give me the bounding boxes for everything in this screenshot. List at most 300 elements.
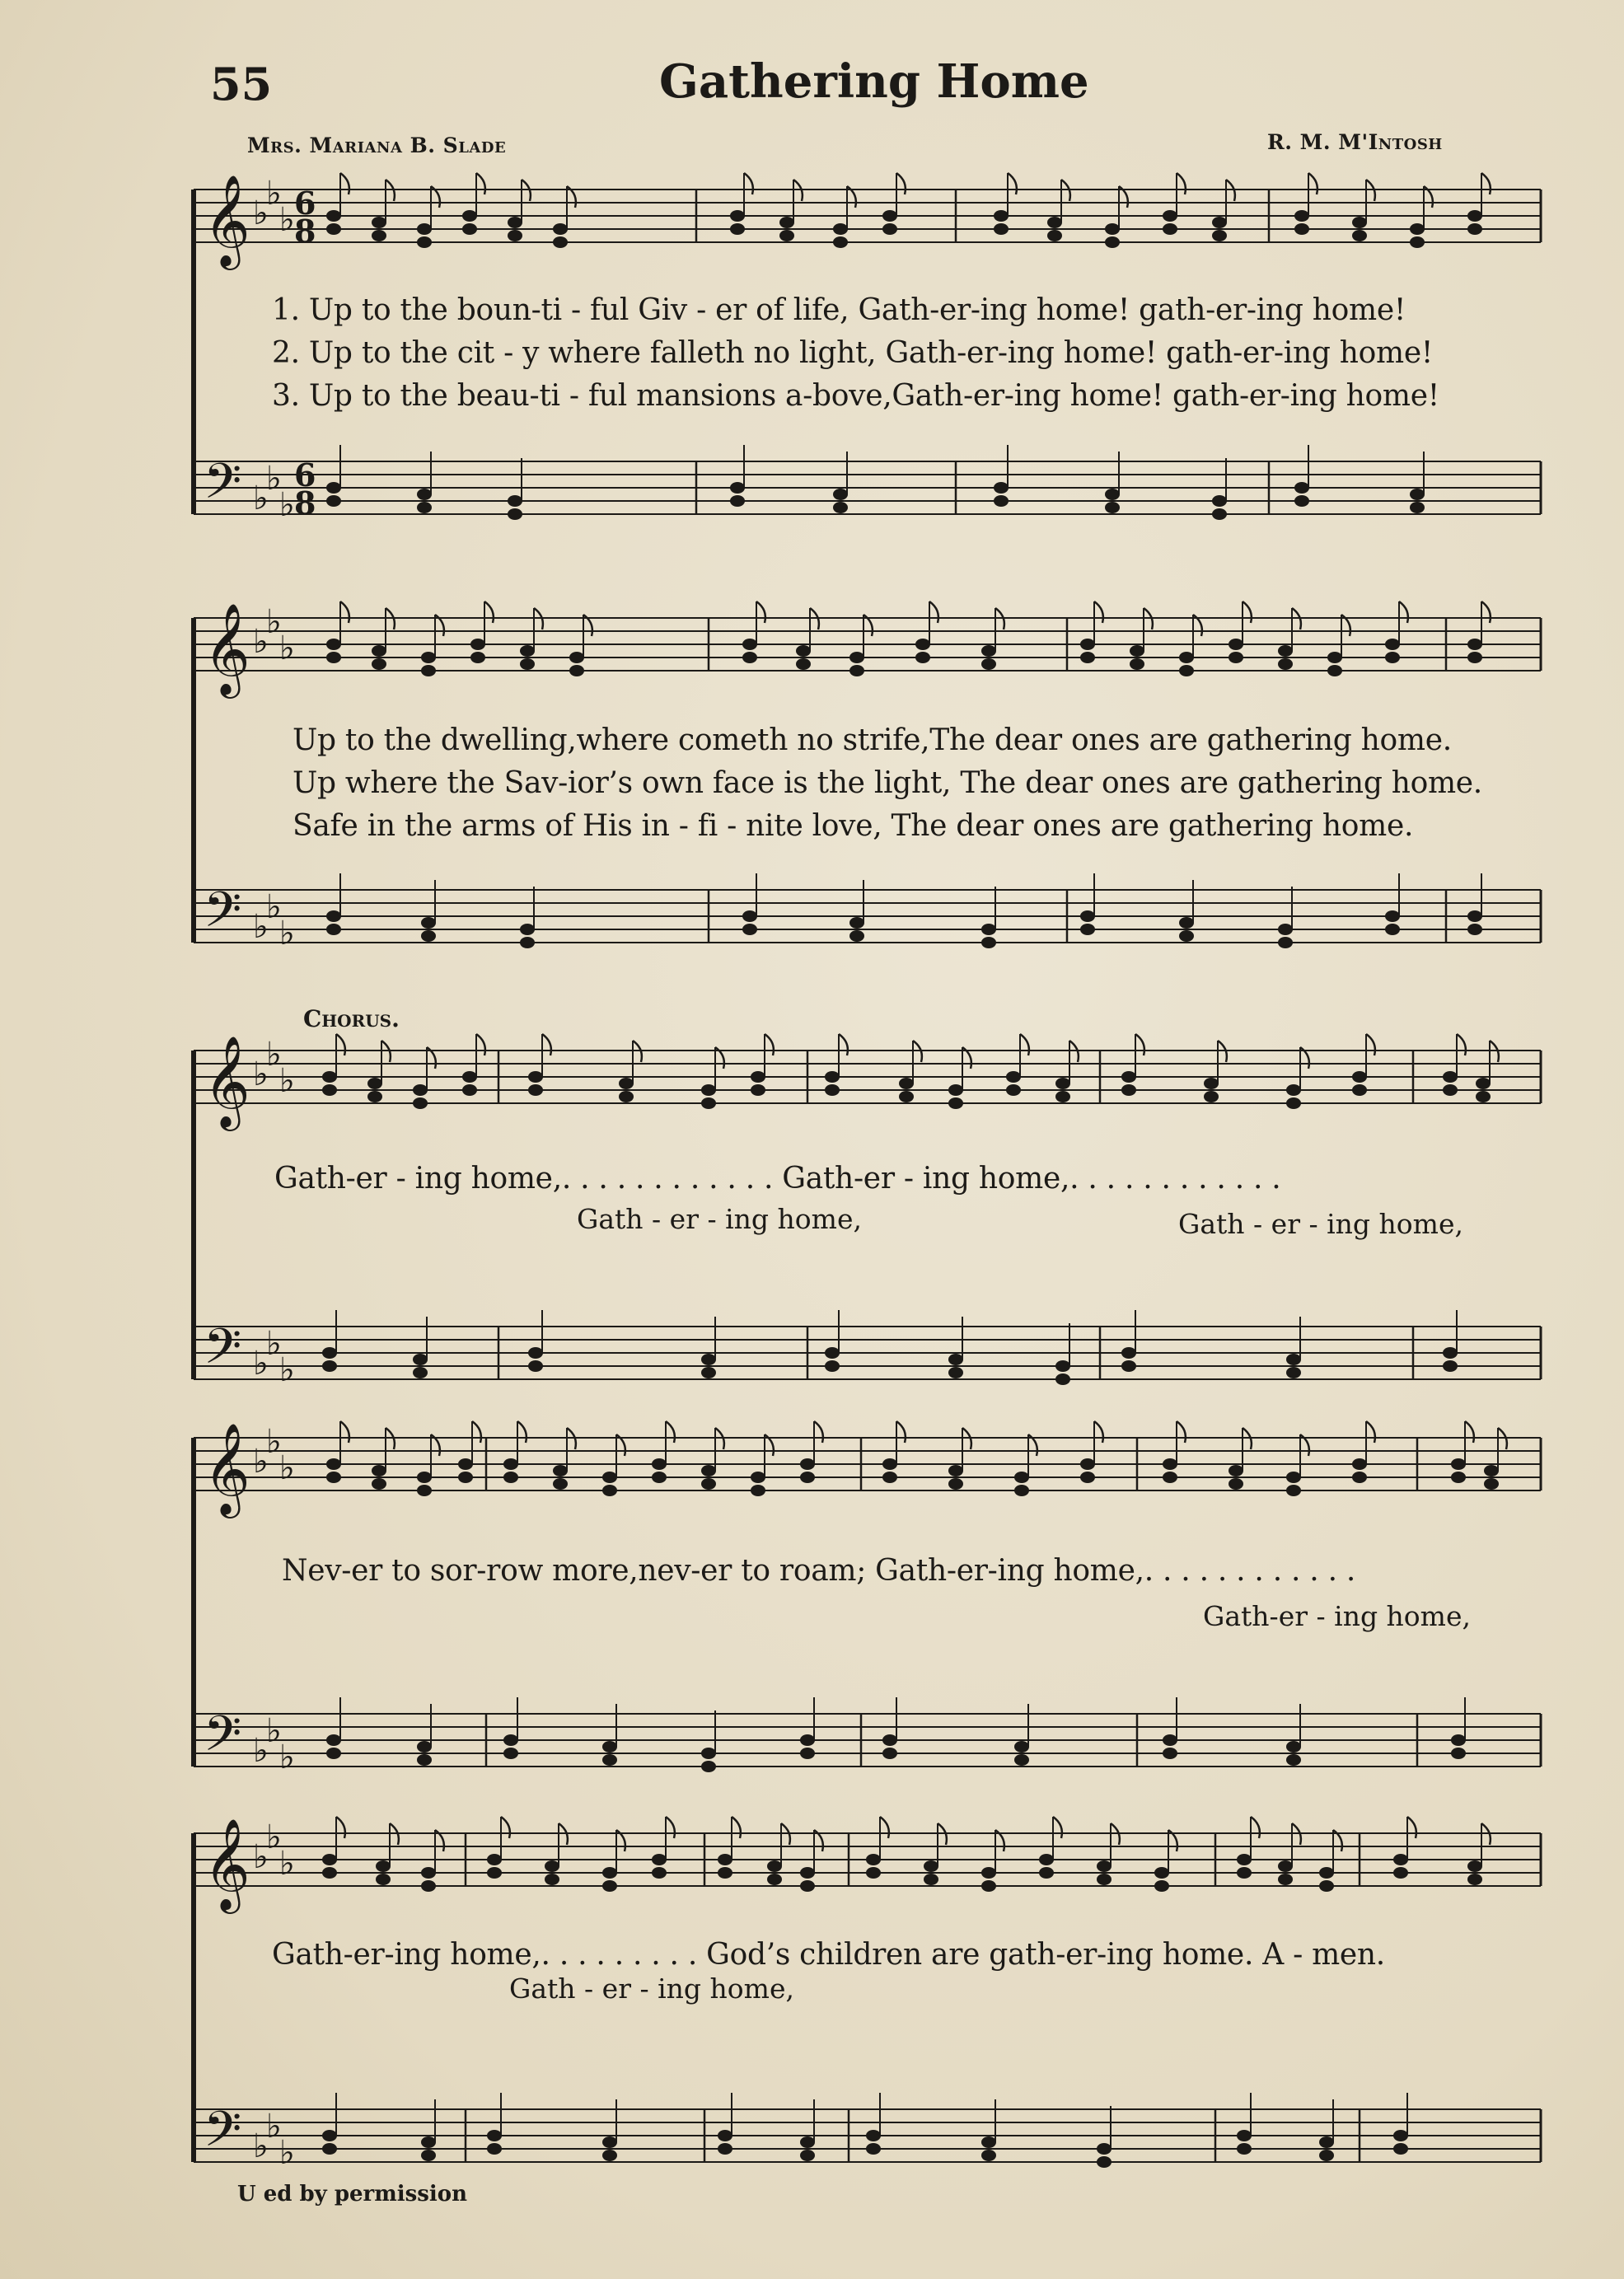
bass-note-notehead bbox=[1163, 1748, 1177, 1759]
bass-note-notehead bbox=[1443, 1347, 1458, 1359]
flat-icon: ♭ bbox=[279, 629, 295, 667]
treble-note-notehead bbox=[1229, 1478, 1243, 1490]
treble-note-notehead bbox=[981, 1880, 996, 1892]
treble-note-notehead bbox=[1154, 1880, 1169, 1892]
bass-note-notehead bbox=[1212, 495, 1227, 507]
flat-icon: ♭ bbox=[279, 486, 295, 524]
treble-note-notehead bbox=[1237, 1854, 1252, 1865]
treble-note-notehead bbox=[779, 230, 794, 241]
treble-note-notehead bbox=[1451, 1458, 1466, 1470]
treble-note-notehead bbox=[767, 1874, 782, 1885]
treble-note-notehead bbox=[948, 1097, 963, 1109]
treble-note-notehead bbox=[1097, 1874, 1112, 1885]
treble-note-notehead bbox=[800, 1458, 815, 1470]
treble-note-notehead bbox=[796, 658, 811, 670]
flat-icon: ♭ bbox=[253, 1345, 269, 1383]
treble-note-notehead bbox=[882, 210, 897, 222]
treble-note-notehead bbox=[553, 1465, 568, 1476]
treble-note-notehead bbox=[1130, 645, 1144, 657]
treble-note-notehead bbox=[1278, 1860, 1293, 1872]
treble-note-notehead bbox=[619, 1091, 634, 1102]
treble-note-notehead bbox=[751, 1084, 765, 1096]
bass-note-notehead bbox=[1278, 924, 1293, 935]
treble-note-notehead bbox=[462, 210, 477, 222]
flat-icon: ♭ bbox=[279, 915, 295, 952]
treble-note-notehead bbox=[1385, 639, 1400, 650]
bass-note-notehead bbox=[882, 1734, 897, 1746]
treble-note-notehead bbox=[462, 223, 477, 235]
treble-clef-icon: 𝄞 bbox=[204, 1422, 250, 1514]
bass-note-notehead bbox=[1055, 1373, 1070, 1385]
treble-note-notehead bbox=[417, 223, 432, 235]
treble-note-notehead bbox=[701, 1478, 716, 1490]
treble-note-notehead bbox=[1204, 1091, 1219, 1102]
bass-note-notehead bbox=[417, 1741, 432, 1753]
treble-note-flag bbox=[896, 1421, 906, 1443]
treble-note-flag bbox=[1053, 1817, 1062, 1838]
bass-note-notehead bbox=[508, 495, 522, 507]
treble-note-flag bbox=[1308, 173, 1317, 194]
treble-note-notehead bbox=[1055, 1078, 1070, 1089]
bass-note-notehead bbox=[508, 508, 522, 520]
treble-note-notehead bbox=[421, 652, 436, 663]
treble-note-notehead bbox=[1039, 1867, 1054, 1879]
treble-note-flag bbox=[744, 173, 753, 194]
bass-note-notehead bbox=[800, 2136, 815, 2148]
treble-note-notehead bbox=[1294, 223, 1309, 235]
bass-clef-icon: 𝄢 bbox=[204, 1317, 242, 1387]
treble-note-flag bbox=[1008, 173, 1017, 194]
bass-note-notehead bbox=[948, 1354, 963, 1365]
bass-note-notehead bbox=[1385, 910, 1400, 922]
treble-note-notehead bbox=[981, 645, 996, 657]
treble-note-notehead bbox=[652, 1458, 667, 1470]
treble-note-flag bbox=[1177, 1421, 1186, 1443]
treble-note-notehead bbox=[1393, 1854, 1408, 1865]
treble-note-notehead bbox=[1393, 1867, 1408, 1879]
treble-note-flag bbox=[1407, 1817, 1416, 1838]
bass-note-notehead bbox=[948, 1367, 963, 1378]
bass-note-notehead bbox=[730, 482, 745, 494]
treble-note-flag bbox=[1481, 173, 1491, 194]
treble-note-notehead bbox=[602, 1472, 617, 1483]
treble-note-notehead bbox=[767, 1860, 782, 1872]
bass-note-notehead bbox=[1121, 1347, 1136, 1359]
treble-note-notehead bbox=[1055, 1091, 1070, 1102]
treble-note-notehead bbox=[652, 1867, 667, 1879]
bass-note-notehead bbox=[1443, 1360, 1458, 1372]
flat-icon: ♭ bbox=[266, 1325, 282, 1363]
treble-note-notehead bbox=[470, 652, 485, 663]
treble-note-notehead bbox=[915, 639, 930, 650]
bass-note-notehead bbox=[413, 1354, 428, 1365]
flat-icon: ♭ bbox=[266, 603, 282, 641]
treble-note-notehead bbox=[825, 1071, 840, 1083]
treble-note-notehead bbox=[1286, 1472, 1301, 1483]
time-signature-top: 6 bbox=[294, 456, 316, 494]
time-signature-top: 6 bbox=[294, 185, 316, 222]
bass-clef-icon: 𝄢 bbox=[204, 1705, 242, 1774]
bass-note-notehead bbox=[1212, 508, 1227, 520]
bass-note-notehead bbox=[1163, 1734, 1177, 1746]
verse-3-line-1: 3. Up to the beau-ti - ful mansions a-bove,Gath-er-ing home! gath-er-ing home! bbox=[272, 379, 1439, 413]
treble-note-notehead bbox=[1163, 1458, 1177, 1470]
chorus-line-3-alt: Gath - er - ing home, bbox=[509, 1972, 794, 2005]
treble-note-notehead bbox=[553, 236, 568, 248]
chorus-line-3: Gath-er-ing home,. . . . . . . . . God’s children are gath-er-ing home. A - men. bbox=[272, 1938, 1385, 1972]
treble-note-notehead bbox=[730, 223, 745, 235]
treble-note-notehead bbox=[413, 1097, 428, 1109]
treble-note-notehead bbox=[367, 1091, 382, 1102]
bass-note-notehead bbox=[1393, 2130, 1408, 2141]
treble-note-notehead bbox=[1154, 1867, 1169, 1879]
treble-note-notehead bbox=[602, 1880, 617, 1892]
treble-note-flag bbox=[501, 1817, 510, 1838]
bass-note-notehead bbox=[421, 930, 436, 942]
treble-note-notehead bbox=[882, 223, 897, 235]
bass-note-notehead bbox=[1097, 2143, 1112, 2155]
bass-note-notehead bbox=[833, 502, 848, 513]
bass-note-notehead bbox=[326, 910, 341, 922]
bass-note-notehead bbox=[326, 495, 341, 507]
bass-note-notehead bbox=[1080, 910, 1095, 922]
treble-note-flag bbox=[340, 1421, 349, 1443]
treble-note-notehead bbox=[1286, 1097, 1301, 1109]
treble-note-notehead bbox=[462, 1071, 477, 1083]
treble-note-notehead bbox=[981, 1867, 996, 1879]
treble-note-notehead bbox=[1047, 217, 1062, 228]
bass-note-notehead bbox=[994, 482, 1009, 494]
treble-clef-icon: 𝄞 bbox=[204, 1035, 250, 1127]
bass-note-notehead bbox=[730, 495, 745, 507]
flat-icon: ♭ bbox=[279, 1351, 295, 1389]
treble-note-flag bbox=[1366, 1421, 1375, 1443]
bass-note-notehead bbox=[1286, 1741, 1301, 1753]
bass-note-notehead bbox=[421, 917, 436, 929]
treble-note-notehead bbox=[520, 645, 535, 657]
treble-note-notehead bbox=[553, 223, 568, 235]
time-signature-bottom: 8 bbox=[294, 484, 316, 522]
treble-note-notehead bbox=[1319, 1880, 1334, 1892]
treble-note-notehead bbox=[326, 223, 341, 235]
treble-note-notehead bbox=[948, 1465, 963, 1476]
treble-note-notehead bbox=[326, 1472, 341, 1483]
treble-note-notehead bbox=[421, 1867, 436, 1879]
treble-note-notehead bbox=[487, 1867, 502, 1879]
bass-note-notehead bbox=[1319, 2150, 1334, 2161]
treble-clef-icon: 𝄞 bbox=[204, 174, 250, 266]
treble-note-flag bbox=[1177, 173, 1186, 194]
treble-note-notehead bbox=[1080, 1458, 1095, 1470]
treble-note-notehead bbox=[915, 652, 930, 663]
treble-note-notehead bbox=[1467, 639, 1482, 650]
treble-note-notehead bbox=[1443, 1084, 1458, 1096]
bass-note-notehead bbox=[701, 1761, 716, 1772]
verse-2-line-1: 2. Up to the cit - y where falleth no light, Gath-er-ing home! gath-er-ing home! bbox=[272, 336, 1434, 370]
treble-note-flag bbox=[1020, 1034, 1029, 1055]
treble-note-notehead bbox=[528, 1071, 543, 1083]
treble-note-notehead bbox=[487, 1854, 502, 1865]
treble-note-notehead bbox=[417, 1472, 432, 1483]
treble-note-notehead bbox=[508, 230, 522, 241]
treble-note-notehead bbox=[1319, 1867, 1334, 1879]
bass-note-notehead bbox=[503, 1748, 518, 1759]
treble-note-notehead bbox=[1212, 217, 1227, 228]
treble-note-notehead bbox=[421, 665, 436, 676]
treble-note-flag bbox=[896, 173, 906, 194]
treble-note-notehead bbox=[553, 1478, 568, 1490]
treble-note-notehead bbox=[1212, 230, 1227, 241]
chorus-line-1-alt-b: Gath - er - ing home, bbox=[1178, 1208, 1463, 1240]
bass-note-notehead bbox=[1410, 502, 1425, 513]
treble-note-notehead bbox=[1327, 652, 1342, 663]
bass-note-notehead bbox=[520, 937, 535, 948]
treble-clef-icon: 𝄞 bbox=[204, 602, 250, 695]
treble-note-notehead bbox=[372, 645, 386, 657]
treble-note-flag bbox=[1399, 601, 1408, 623]
bass-note-notehead bbox=[1105, 489, 1120, 500]
treble-note-notehead bbox=[1163, 210, 1177, 222]
bass-note-notehead bbox=[994, 495, 1009, 507]
treble-note-notehead bbox=[1451, 1472, 1466, 1483]
bass-note-notehead bbox=[1294, 495, 1309, 507]
hymn-title: Gathering Home bbox=[659, 54, 1089, 109]
treble-note-notehead bbox=[833, 236, 848, 248]
bass-note-notehead bbox=[1467, 910, 1482, 922]
bass-note-notehead bbox=[322, 1360, 337, 1372]
treble-note-flag bbox=[839, 1034, 848, 1055]
bass-note-notehead bbox=[1097, 2156, 1112, 2168]
bass-note-notehead bbox=[1080, 924, 1095, 935]
treble-note-notehead bbox=[326, 639, 341, 650]
bass-note-notehead bbox=[487, 2143, 502, 2155]
treble-note-notehead bbox=[994, 223, 1009, 235]
treble-note-notehead bbox=[1327, 665, 1342, 676]
treble-note-notehead bbox=[1443, 1071, 1458, 1083]
bass-note-notehead bbox=[602, 2136, 617, 2148]
treble-note-notehead bbox=[322, 1867, 337, 1879]
treble-note-notehead bbox=[882, 1472, 897, 1483]
treble-note-notehead bbox=[1105, 236, 1120, 248]
bass-note-notehead bbox=[849, 917, 864, 929]
treble-note-flag bbox=[1243, 601, 1252, 623]
treble-note-notehead bbox=[1229, 1465, 1243, 1476]
treble-note-notehead bbox=[417, 1485, 432, 1496]
bass-note-notehead bbox=[718, 2130, 732, 2141]
flat-icon: ♭ bbox=[279, 1449, 295, 1487]
bass-note-notehead bbox=[800, 2150, 815, 2161]
bass-note-notehead bbox=[1451, 1748, 1466, 1759]
treble-clef-icon: 𝄞 bbox=[204, 1818, 250, 1910]
bass-note-notehead bbox=[1393, 2143, 1408, 2155]
verse-3-line-2: Safe in the arms of His in - fi - nite love, The dear ones are gathering home. bbox=[293, 809, 1414, 843]
chorus-line-2-alt: Gath-er - ing home, bbox=[1203, 1600, 1471, 1632]
flat-icon: ♭ bbox=[266, 2108, 282, 2146]
treble-note-flag bbox=[929, 601, 938, 623]
flat-icon: ♭ bbox=[266, 1423, 282, 1461]
treble-note-notehead bbox=[1352, 1084, 1367, 1096]
treble-note-flag bbox=[1094, 1421, 1103, 1443]
bass-clef-icon: 𝄢 bbox=[204, 2100, 242, 2169]
treble-note-notehead bbox=[1105, 223, 1120, 235]
flat-icon: ♭ bbox=[253, 194, 269, 232]
treble-note-notehead bbox=[701, 1084, 716, 1096]
bass-note-notehead bbox=[417, 1754, 432, 1766]
bass-note-notehead bbox=[825, 1360, 840, 1372]
bass-note-notehead bbox=[1286, 1367, 1301, 1378]
treble-note-notehead bbox=[413, 1084, 428, 1096]
treble-note-notehead bbox=[800, 1867, 815, 1879]
treble-note-flag bbox=[340, 601, 349, 623]
treble-note-notehead bbox=[742, 652, 757, 663]
treble-note-notehead bbox=[849, 652, 864, 663]
flat-icon: ♭ bbox=[279, 2134, 295, 2172]
treble-note-notehead bbox=[1080, 639, 1095, 650]
treble-note-notehead bbox=[849, 665, 864, 676]
bass-note-notehead bbox=[417, 489, 432, 500]
bass-note-notehead bbox=[800, 1748, 815, 1759]
bass-note-notehead bbox=[981, 2150, 996, 2161]
bass-note-notehead bbox=[825, 1347, 840, 1359]
treble-note-notehead bbox=[1179, 652, 1194, 663]
treble-note-notehead bbox=[417, 236, 432, 248]
treble-note-flag bbox=[476, 173, 485, 194]
treble-note-notehead bbox=[1014, 1485, 1029, 1496]
treble-note-notehead bbox=[326, 210, 341, 222]
bass-note-notehead bbox=[866, 2130, 881, 2141]
hymn-composer: R. M. M'Intosh bbox=[1267, 130, 1443, 154]
treble-note-notehead bbox=[1278, 645, 1293, 657]
bass-note-notehead bbox=[981, 2136, 996, 2148]
treble-note-notehead bbox=[800, 1880, 815, 1892]
bass-note-notehead bbox=[1286, 1754, 1301, 1766]
flat-icon: ♭ bbox=[253, 908, 269, 946]
treble-note-flag bbox=[1481, 601, 1491, 623]
treble-note-notehead bbox=[1352, 1458, 1367, 1470]
permission-note: U ed by permission bbox=[237, 2182, 468, 2206]
treble-note-notehead bbox=[718, 1867, 732, 1879]
treble-note-notehead bbox=[372, 217, 386, 228]
treble-note-flag bbox=[1465, 1421, 1474, 1443]
bass-note-notehead bbox=[602, 1754, 617, 1766]
flat-icon: ♭ bbox=[266, 888, 282, 926]
bass-note-notehead bbox=[487, 2130, 502, 2141]
bass-note-notehead bbox=[326, 924, 341, 935]
bass-note-notehead bbox=[503, 1734, 518, 1746]
bass-note-notehead bbox=[520, 924, 535, 935]
treble-note-notehead bbox=[899, 1091, 914, 1102]
treble-note-notehead bbox=[1278, 1874, 1293, 1885]
bass-note-notehead bbox=[602, 1741, 617, 1753]
treble-note-notehead bbox=[730, 210, 745, 222]
treble-note-notehead bbox=[1286, 1084, 1301, 1096]
flat-icon: ♭ bbox=[253, 480, 269, 517]
treble-note-notehead bbox=[779, 217, 794, 228]
treble-note-notehead bbox=[1229, 639, 1243, 650]
treble-note-notehead bbox=[1163, 223, 1177, 235]
treble-note-notehead bbox=[751, 1472, 765, 1483]
treble-note-notehead bbox=[322, 1084, 337, 1096]
bass-note-notehead bbox=[1237, 2130, 1252, 2141]
treble-note-notehead bbox=[1014, 1472, 1029, 1483]
bass-note-notehead bbox=[322, 2130, 337, 2141]
chorus-line-1-alt-a: Gath - er - ing home, bbox=[577, 1203, 862, 1235]
treble-note-notehead bbox=[1229, 652, 1243, 663]
treble-note-notehead bbox=[1484, 1465, 1499, 1476]
treble-note-notehead bbox=[825, 1084, 840, 1096]
treble-note-flag bbox=[880, 1817, 889, 1838]
treble-note-notehead bbox=[1352, 1472, 1367, 1483]
treble-note-notehead bbox=[1286, 1485, 1301, 1496]
treble-note-notehead bbox=[924, 1874, 938, 1885]
flat-icon: ♭ bbox=[253, 1732, 269, 1770]
treble-note-notehead bbox=[326, 652, 341, 663]
treble-note-flag bbox=[666, 1817, 675, 1838]
treble-note-notehead bbox=[924, 1860, 938, 1872]
treble-note-notehead bbox=[1121, 1084, 1136, 1096]
treble-note-notehead bbox=[545, 1874, 559, 1885]
flat-icon: ♭ bbox=[266, 1036, 282, 1074]
treble-note-notehead bbox=[1097, 1860, 1112, 1872]
treble-note-flag bbox=[666, 1421, 675, 1443]
bass-note-notehead bbox=[833, 489, 848, 500]
treble-note-notehead bbox=[1410, 236, 1425, 248]
bass-note-notehead bbox=[1278, 937, 1293, 948]
flat-icon: ♭ bbox=[279, 201, 295, 239]
bass-note-notehead bbox=[322, 1347, 337, 1359]
treble-note-flag bbox=[472, 1421, 481, 1443]
treble-note-notehead bbox=[1163, 1472, 1177, 1483]
bass-note-notehead bbox=[417, 502, 432, 513]
treble-note-notehead bbox=[520, 658, 535, 670]
treble-note-notehead bbox=[421, 1880, 436, 1892]
treble-note-flag bbox=[1135, 1034, 1144, 1055]
treble-note-flag bbox=[1094, 601, 1103, 623]
treble-note-notehead bbox=[882, 1458, 897, 1470]
hymn-number: 55 bbox=[210, 58, 273, 110]
bass-note-notehead bbox=[421, 2150, 436, 2161]
flat-icon: ♭ bbox=[253, 1838, 269, 1876]
bass-note-notehead bbox=[326, 482, 341, 494]
treble-note-notehead bbox=[602, 1867, 617, 1879]
treble-note-flag bbox=[476, 1034, 485, 1055]
bass-note-notehead bbox=[849, 930, 864, 942]
treble-note-notehead bbox=[796, 645, 811, 657]
treble-note-notehead bbox=[376, 1860, 391, 1872]
treble-note-notehead bbox=[866, 1854, 881, 1865]
treble-note-notehead bbox=[701, 1465, 716, 1476]
treble-note-notehead bbox=[1006, 1084, 1021, 1096]
treble-note-notehead bbox=[994, 210, 1009, 222]
verse-2-line-2: Up where the Sav-ior’s own face is the light, The dear ones are gathering home. bbox=[293, 766, 1482, 800]
treble-note-flag bbox=[542, 1034, 551, 1055]
treble-note-notehead bbox=[569, 652, 584, 663]
flat-icon: ♭ bbox=[266, 1712, 282, 1750]
treble-note-notehead bbox=[372, 1465, 386, 1476]
bass-clef-icon: 𝄢 bbox=[204, 452, 242, 522]
bass-note-notehead bbox=[1014, 1741, 1029, 1753]
bass-note-notehead bbox=[701, 1367, 716, 1378]
treble-note-notehead bbox=[1467, 1860, 1482, 1872]
bass-note-notehead bbox=[322, 2143, 337, 2155]
bass-note-notehead bbox=[1121, 1360, 1136, 1372]
flat-icon: ♭ bbox=[266, 175, 282, 213]
treble-note-notehead bbox=[742, 639, 757, 650]
treble-note-notehead bbox=[1006, 1071, 1021, 1083]
treble-note-notehead bbox=[1204, 1078, 1219, 1089]
treble-note-notehead bbox=[718, 1854, 732, 1865]
bass-note-notehead bbox=[1467, 924, 1482, 935]
